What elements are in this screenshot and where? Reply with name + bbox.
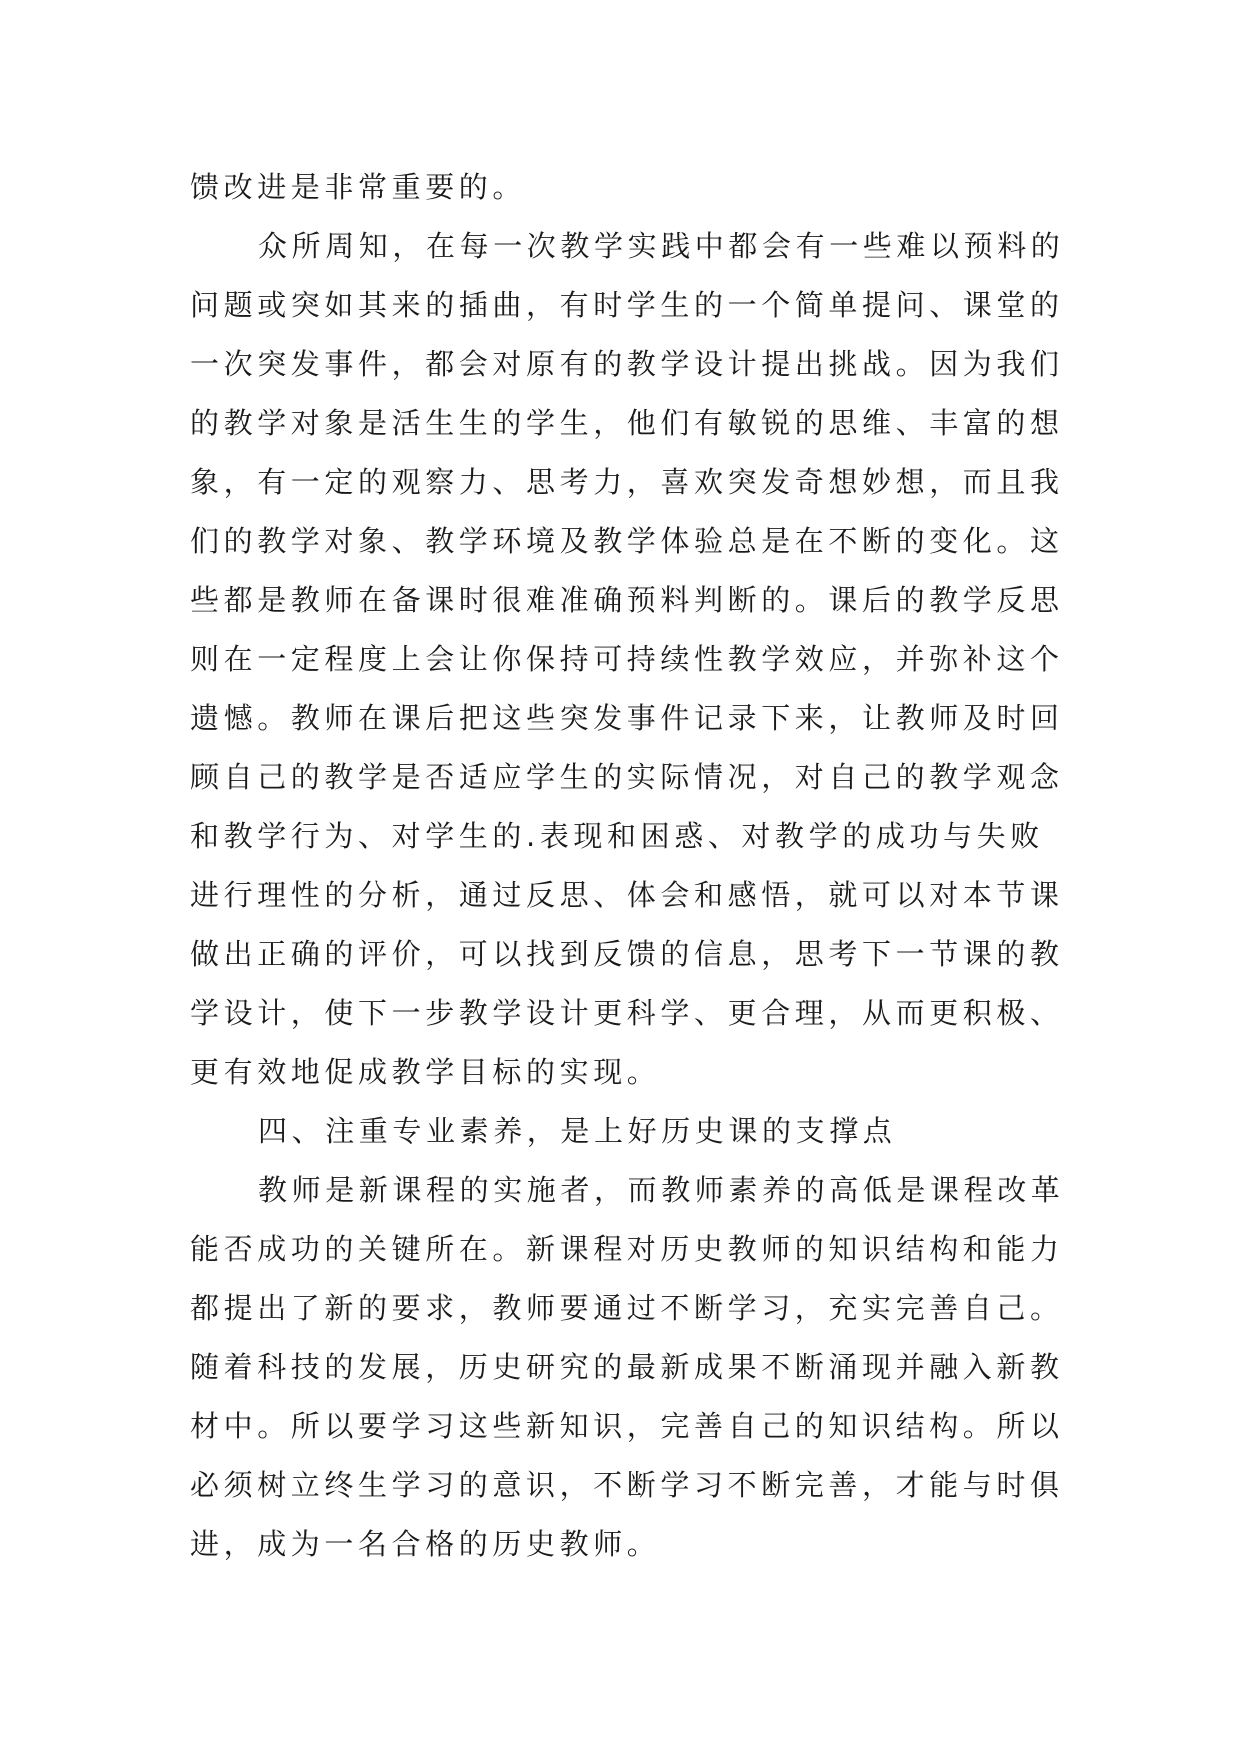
paragraph-continuation bbox=[190, 158, 1070, 217]
text-line: 材中。所以要学习这些新知识，完善自己的知识结构。所以 bbox=[190, 1409, 1064, 1443]
text-line-first: 教师是新课程的实施者，而教师素养的高低是课程改革 bbox=[258, 1173, 1065, 1207]
text-line: 更有效地促成教学目标的实现。 bbox=[190, 1055, 661, 1089]
text-line: 随着科技的发展，历史研究的最新成果不断涌现并融入新教 bbox=[190, 1350, 1064, 1384]
text-line: 问题或突如其来的插曲，有时学生的一个简单提问、课堂的 bbox=[190, 288, 1064, 322]
text-line: 学设计，使下一步教学设计更科学、更合理，从而更积极、 bbox=[190, 996, 1064, 1030]
text-line: 的教学对象是活生生的学生，他们有敏锐的思维、丰富的想 bbox=[190, 406, 1064, 440]
text-line: 馈改进是非常重要的。 bbox=[190, 170, 527, 204]
paragraph-professional-literacy bbox=[190, 1161, 1070, 1574]
text-line: 和教学行为、对学生的.表现和困惑、对教学的成功与失败 bbox=[190, 819, 1044, 853]
text-line: 们的教学对象、教学环境及教学体验总是在不断的变化。这 bbox=[190, 524, 1064, 558]
text-line: 做出正确的评价，可以找到反馈的信息，思考下一节课的教 bbox=[190, 937, 1064, 971]
paragraph-teaching-reflection bbox=[190, 217, 1070, 1102]
text-line-first: 众所周知，在每一次教学实践中都会有一些难以预料的 bbox=[258, 229, 1065, 263]
text-line: 进行理性的分析，通过反思、体会和感悟，就可以对本节课 bbox=[190, 878, 1064, 912]
text-line: 则在一定程度上会让你保持可持续性教学效应，并弥补这个 bbox=[190, 642, 1064, 676]
text-line: 能否成功的关键所在。新课程对历史教师的知识结构和能力 bbox=[190, 1232, 1064, 1266]
section-heading bbox=[190, 1102, 1070, 1161]
text-line: 些都是教师在备课时很难准确预料判断的。课后的教学反思 bbox=[190, 583, 1064, 617]
text-line: 顾自己的教学是否适应学生的实际情况，对自己的教学观念 bbox=[190, 760, 1064, 794]
section-heading-text: 四、注重专业素养，是上好历史课的支撑点 bbox=[258, 1114, 897, 1148]
text-line: 都提出了新的要求，教师要通过不断学习，充实完善自己。 bbox=[190, 1291, 1064, 1325]
text-line: 遗憾。教师在课后把这些突发事件记录下来，让教师及时回 bbox=[190, 701, 1064, 735]
text-line: 必须树立终生学习的意识，不断学习不断完善，才能与时俱 bbox=[190, 1468, 1064, 1502]
document-body bbox=[190, 158, 1070, 1574]
text-line: 一次突发事件，都会对原有的教学设计提出挑战。因为我们 bbox=[190, 347, 1064, 381]
text-line: 进，成为一名合格的历史教师。 bbox=[190, 1527, 661, 1561]
text-line: 象，有一定的观察力、思考力，喜欢突发奇想妙想，而且我 bbox=[190, 465, 1064, 499]
